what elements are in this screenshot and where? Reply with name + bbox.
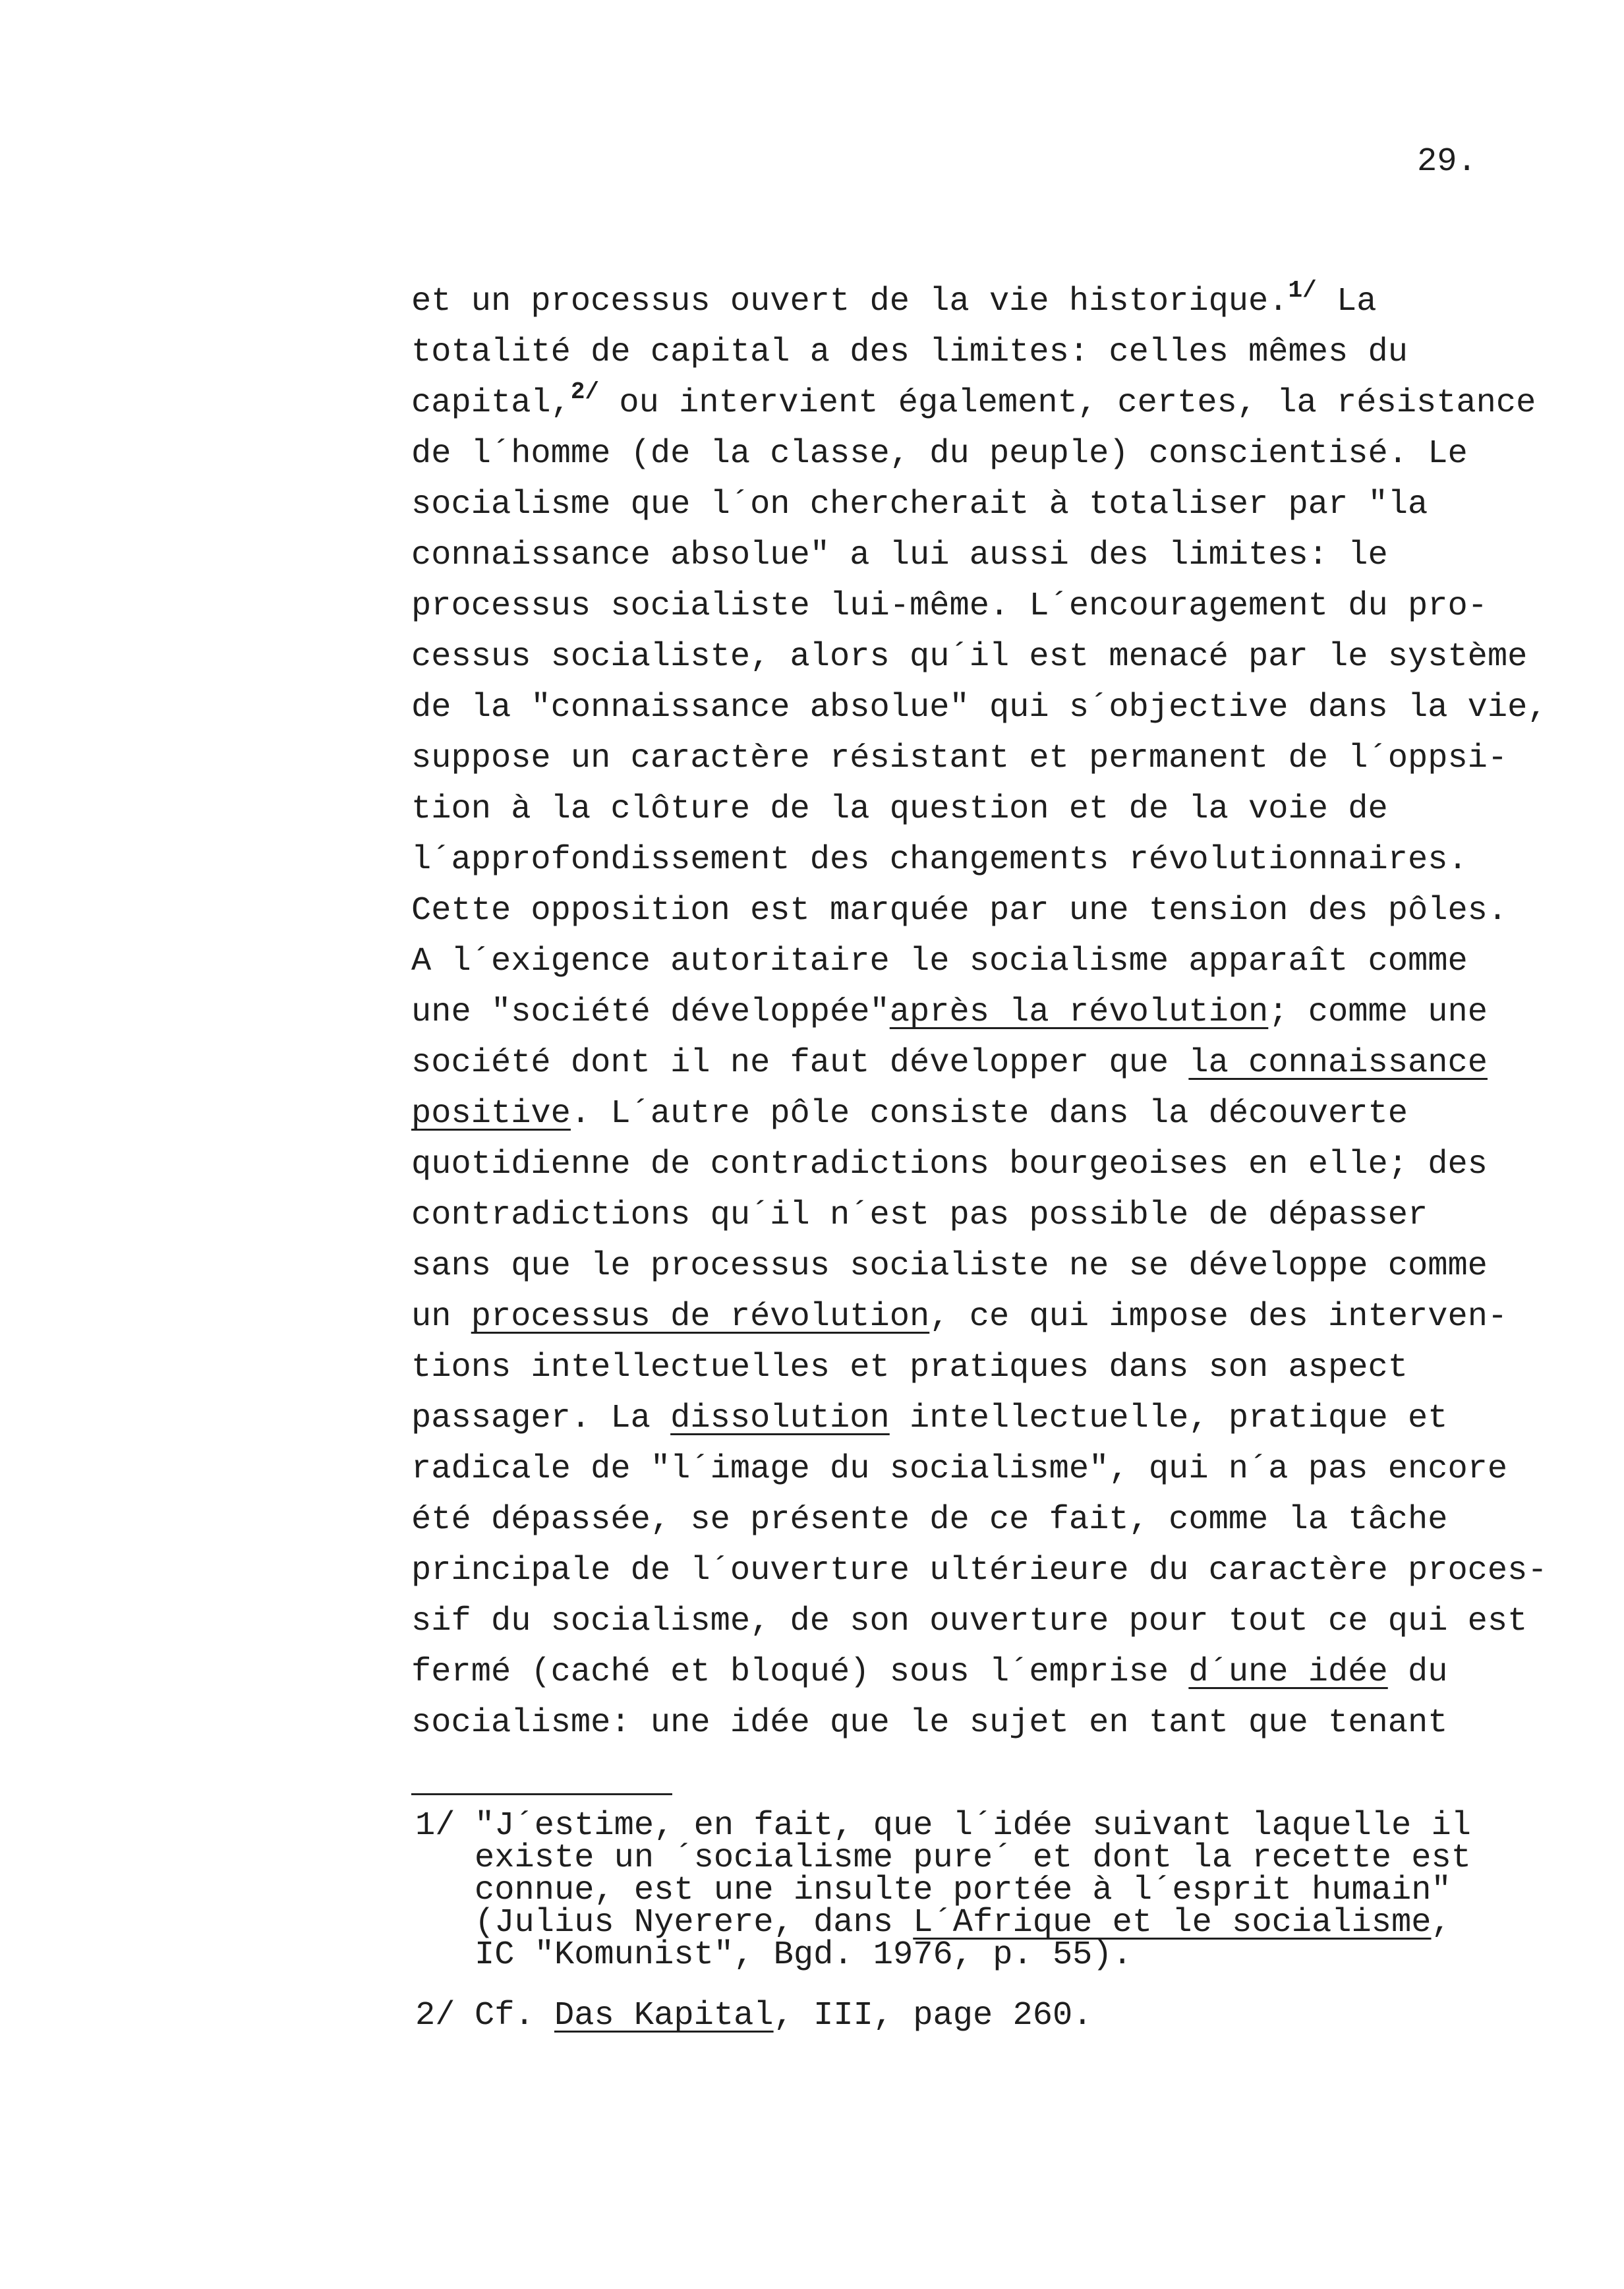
underlined-text: positive	[411, 1095, 571, 1133]
text-line	[411, 479, 1548, 530]
text-segment: sif du socialisme, de son ouverture pour tout ce qui est	[411, 1603, 1528, 1640]
text-line	[411, 1190, 1548, 1241]
text-segment: socialisme: une idée que le sujet en tant que tenant	[411, 1704, 1448, 1742]
text-segment: ; comme une	[1268, 994, 1488, 1031]
text-segment: tion à la clôture de la question et de la voie de	[411, 790, 1388, 828]
underlined-text: la connaissance	[1188, 1044, 1488, 1082]
text-segment: cessus socialiste, alors qu´il est menacé par le système	[411, 638, 1528, 676]
footnote-line	[475, 1874, 1471, 1907]
text-segment: , ce qui impose des interven-	[929, 1298, 1508, 1336]
footnote-line	[475, 1807, 1471, 1845]
text-segment: sans que le processus socialiste ne se développe comme	[411, 1247, 1488, 1285]
text-segment: existe un ´socialisme pure´ et dont la recette est	[475, 1839, 1471, 1877]
text-line	[411, 429, 1548, 479]
text-segment: fermé (caché et bloqué) sous l´emprise	[411, 1653, 1189, 1691]
text-segment: du	[1387, 1653, 1448, 1691]
text-line	[411, 835, 1548, 885]
footnote-line	[475, 1904, 1471, 1942]
text-line	[411, 581, 1548, 632]
underlined-text: Das Kapital	[554, 1997, 774, 2035]
footnote-text	[475, 1807, 1471, 1974]
text-segment: Cette opposition est marquée par une tension des pôles.	[411, 892, 1508, 930]
text-line	[411, 1342, 1548, 1393]
text-segment: Cf.	[475, 1997, 554, 2035]
underlined-text: dissolution	[670, 1400, 890, 1437]
text-line	[411, 1139, 1548, 1190]
text-line	[411, 936, 1548, 987]
footnote-line	[475, 1839, 1471, 1877]
text-segment: de l´homme (de la classe, du peuple) conscientisé. Le	[411, 435, 1468, 473]
text-segment: socialisme que l´on chercherait à totaliser par "la	[411, 486, 1428, 523]
text-segment: de la "connaissance absolue" qui s´objective dans la vie,	[411, 689, 1548, 727]
text-segment: (Julius Nyerere, dans	[475, 1904, 914, 1942]
text-segment: radicale de "l´image du socialisme", qui n´a pas encore	[411, 1450, 1508, 1488]
text-segment: A l´exigence autoritaire le socialisme apparaît comme	[411, 943, 1468, 980]
text-segment: principale de l´ouverture ultérieure du caractère proces-	[411, 1552, 1548, 1590]
text-segment: contradictions qu´il n´est pas possible de dépasser	[411, 1197, 1428, 1234]
text-segment: connaissance absolue" a lui aussi des limites: le	[411, 537, 1388, 574]
text-line	[411, 885, 1548, 936]
underlined-text: L´Afrique et le socialisme	[913, 1904, 1432, 1942]
text-segment: une "société développée"	[411, 994, 890, 1031]
text-segment: été dépassée, se présente de ce fait, comme la tâche	[411, 1501, 1448, 1539]
text-segment: société dont il ne faut développer que	[411, 1044, 1189, 1082]
footnote-marker: 1/	[415, 1807, 455, 1845]
footnote-reference: 1/	[1288, 277, 1317, 304]
footnote-2	[415, 1997, 1093, 2035]
text-line	[411, 1698, 1548, 1748]
text-line	[411, 1647, 1548, 1698]
text-segment: intellectuelle, pratique et	[889, 1400, 1448, 1437]
text-line	[411, 682, 1548, 733]
footnote-separator	[411, 1793, 672, 1795]
text-line	[411, 1088, 1548, 1139]
text-line	[411, 1292, 1548, 1342]
text-line	[411, 1596, 1548, 1647]
text-segment: ,	[1431, 1904, 1451, 1942]
text-line	[411, 1545, 1548, 1596]
footnote-reference: 2/	[570, 378, 600, 405]
text-segment: passager. La	[411, 1400, 671, 1437]
text-line	[411, 327, 1548, 378]
text-segment: "J´estime, en fait, que l´idée suivant laquelle il	[475, 1807, 1471, 1845]
text-line	[411, 1444, 1548, 1495]
text-segment: . L´autre pôle consiste dans la découverte	[570, 1095, 1408, 1133]
footnote-marker: 2/	[415, 1997, 455, 2035]
text-segment: tions intellectuelles et pratiques dans son aspect	[411, 1349, 1408, 1386]
text-segment: capital,	[411, 384, 571, 422]
text-segment: totalité de capital a des limites: celles mêmes du	[411, 334, 1408, 371]
footnote-line	[475, 1997, 1093, 2035]
text-line	[411, 1495, 1548, 1545]
page-number: 29.	[1417, 143, 1477, 181]
text-line	[411, 378, 1548, 429]
text-line	[411, 632, 1548, 682]
text-segment: La	[1316, 283, 1377, 320]
text-segment: , III, page 260.	[773, 1997, 1093, 2035]
text-line	[411, 987, 1548, 1038]
text-line	[411, 784, 1548, 835]
underlined-text: après la révolution	[889, 994, 1269, 1031]
text-line	[411, 1393, 1548, 1444]
text-line	[411, 276, 1548, 327]
footnote-text	[475, 1997, 1093, 2035]
main-text	[411, 276, 1548, 1748]
footnote-line	[475, 1936, 1471, 1974]
text-segment: l´approfondissement des changements révolutionnaires.	[411, 841, 1468, 879]
text-segment: suppose un caractère résistant et permanent de l´oppsi-	[411, 740, 1508, 777]
footnote-1	[415, 1807, 1471, 1974]
text-line	[411, 733, 1548, 784]
text-line	[411, 530, 1548, 581]
underlined-text: processus de révolution	[471, 1298, 930, 1336]
text-segment: ou intervient également, certes, la résistance	[599, 384, 1536, 422]
text-segment: et un processus ouvert de la vie historique.	[411, 283, 1289, 320]
text-segment: IC "Komunist", Bgd. 1976, p. 55).	[475, 1936, 1132, 1974]
text-line	[411, 1038, 1548, 1088]
text-segment: un	[411, 1298, 471, 1336]
text-segment: connue, est une insulte portée à l´esprit humain"	[475, 1872, 1451, 1909]
text-segment: quotidienne de contradictions bourgeoises en elle; des	[411, 1146, 1488, 1183]
text-segment: processus socialiste lui-même. L´encouragement du pro-	[411, 587, 1488, 625]
text-line	[411, 1241, 1548, 1292]
underlined-text: d´une idée	[1188, 1653, 1388, 1691]
